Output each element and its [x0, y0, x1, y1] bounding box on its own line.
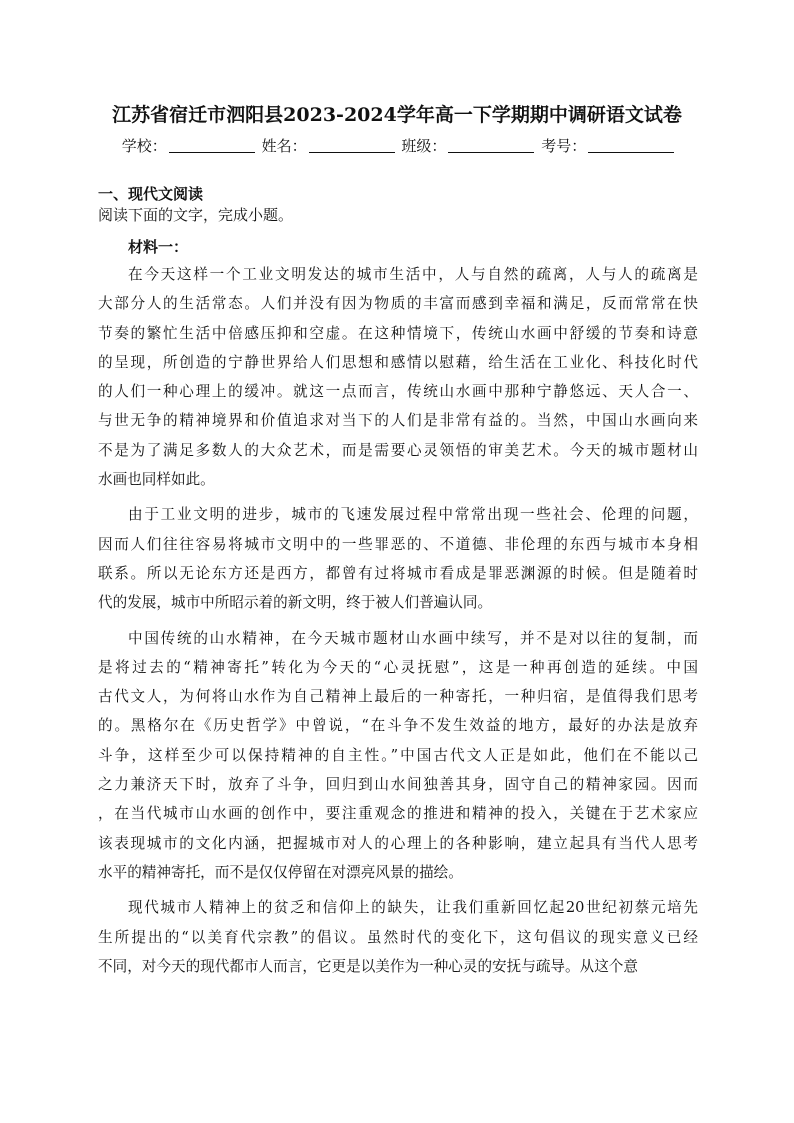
passage-line: 不同，对今天的现代都市人而言，它更是以美作为一种心灵的安抚与疏导。从这个意	[98, 957, 638, 975]
passage-line: 生所提出的“以美育代宗教”的倡议。虽然时代的变化下，这句倡议的现实意义已经	[98, 928, 698, 946]
passage-line: 是将过去的“精神寄托”转化为今天的“心灵抚慰”，这是一种再创造的延续。中国	[98, 658, 698, 676]
passage-line: 的呈现，所创造的宁静世界给人们思想和感情以慰藉，给生活在工业化、科技化时代	[98, 353, 698, 371]
passage-line: 在今天这样一个工业文明发达的城市生活中，人与自然的疏离，人与人的疏离是	[128, 266, 698, 283]
passage-paragraph	[98, 893, 698, 981]
passage-line: 古代文人，为何将山水作为自己精神上最后的一种寄托，一种归宿，是值得我们思考	[98, 688, 698, 706]
name-label: 姓名：	[261, 137, 307, 155]
passage-line: 由于工业文明的进步，城市的飞速发展过程中常常出现一些社会、伦理的问题，	[128, 506, 698, 524]
passage-line: 的人们一种心理上的缓冲。就这一点而言，传统山水画中那种宁静悠远、天人合一、	[98, 383, 698, 401]
passage-line: 不是为了满足多数人的大众艺术，而是需要心灵领悟的审美艺术。今天的城市题材山	[98, 441, 698, 459]
passage-line: 该表现城市的文化内涵，把握城市对人的心理上的各种影响，建立起具有当代人思考	[98, 834, 698, 852]
passage-line: 中国传统的山水精神，在今天城市题材山水画中续写，并不是对以往的复制，而	[128, 629, 698, 647]
material-label: 材料一：	[128, 238, 189, 256]
passage-line: 水平的精神寄托，而不是仅仅停留在对漂亮风景的描绘。	[98, 863, 463, 881]
passage-line: 节奏的繁忙生活中倍感压抑和空虚。在这种情境下，传统山水画中舒缓的节奏和诗意	[98, 324, 698, 342]
section-heading: 一、现代文阅读	[98, 185, 204, 203]
student-info-row	[0, 135, 794, 157]
passage-line: 大部分人的生活常态。人们并没有因为物质的丰富而感到幸福和满足，反而常常在快	[98, 295, 698, 313]
exam-title: 江苏省宿迁市泗阳县2023-2024学年高一下学期期中调研语文试卷	[112, 104, 682, 126]
exam-number-blank	[588, 138, 674, 153]
passage-paragraph	[98, 500, 698, 617]
passage-paragraph	[98, 260, 698, 494]
exam-number-label: 考号：	[541, 137, 587, 155]
passage-paragraph	[98, 624, 698, 888]
school-label: 学校：	[121, 137, 167, 155]
class-blank	[448, 138, 534, 153]
passage-line: 联系。所以无论东方还是西方，都曾有过将城市看成是罪恶渊源的时候。但是随着时	[98, 564, 698, 582]
passage-line: 斗争，这样至少可以保持精神的自主性。”中国古代文人正是如此，他们在不能以己	[98, 746, 698, 764]
class-label: 班级：	[401, 137, 447, 155]
name-blank	[309, 138, 395, 153]
reading-passage	[98, 260, 698, 981]
passage-line: 水画也同样如此。	[98, 471, 215, 489]
passage-line: 与世无争的精神境界和价值追求对当下的人们是非常有益的。当然，中国山水画向来	[98, 412, 698, 430]
section-instruction: 阅读下面的文字，完成小题。	[98, 206, 294, 224]
passage-line: 现代城市人精神上的贫乏和信仰上的缺失，让我们重新回忆起20世纪初蔡元培先	[128, 899, 698, 917]
passage-line: 因而人们往往容易将城市文明中的一些罪恶的、不道德、非伦理的东西与城市本身相	[98, 535, 698, 553]
passage-line: 的。黑格尔在《历史哲学》中曾说，“在斗争不发生效益的地方，最好的办法是放弃	[98, 717, 698, 735]
passage-line: 之力兼济天下时，放弃了斗争，回归到山水间独善其身，固守自己的精神家园。因而	[98, 776, 698, 794]
school-blank	[169, 138, 255, 153]
passage-line: 代的发展，城市中所昭示着的新文明，终于被人们普遍认同。	[98, 594, 493, 612]
passage-line: ，在当代城市山水画的创作中，要注重观念的推进和精神的投入，关键在于艺术家应	[98, 805, 698, 823]
